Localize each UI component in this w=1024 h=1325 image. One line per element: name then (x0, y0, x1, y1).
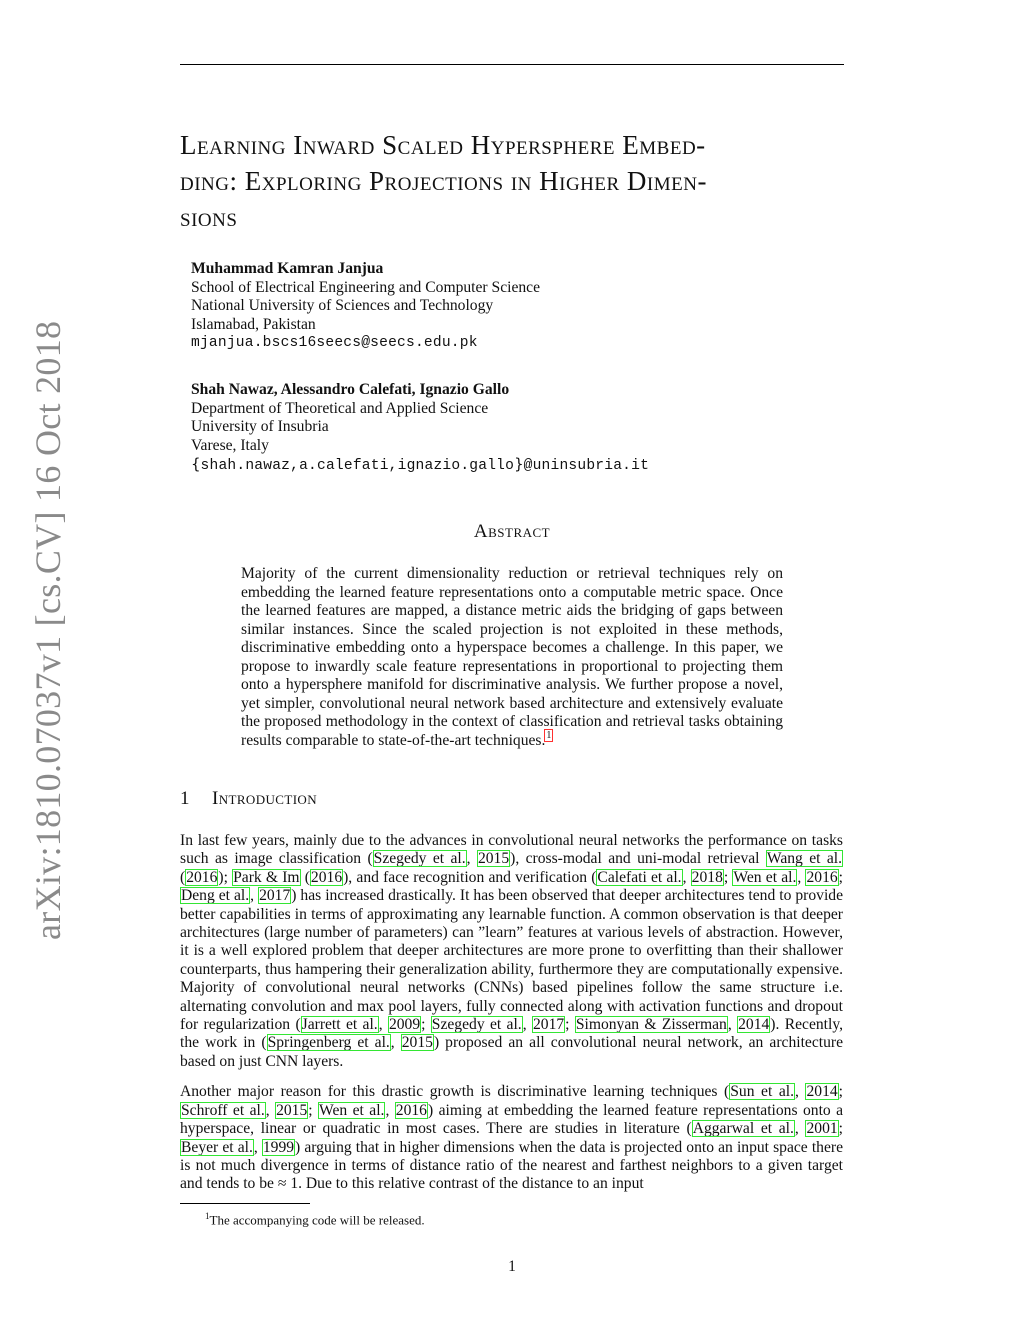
paragraph-text: In last few years, mainly due to the advances in convolutional neural networks the performance on tasks such as image classification ( (180, 832, 843, 868)
paragraph-text: ; (421, 1016, 431, 1034)
citation-link[interactable]: Beyer et al. (181, 1138, 253, 1156)
citation-link[interactable]: 2001 (806, 1120, 838, 1138)
citation-link[interactable]: 2015 (276, 1101, 308, 1119)
paragraph-text: Another major reason for this drastic growth is discriminative learning techniques ( (180, 1083, 730, 1101)
paragraph-text: ( (180, 868, 186, 886)
brace-open: { (191, 455, 201, 474)
author-name: Muhammad Kamran Janjua (191, 260, 384, 277)
paragraph-text: ; (308, 1101, 319, 1119)
paragraph-text: ; (838, 1083, 843, 1101)
citation-link[interactable]: 2018 (691, 868, 723, 886)
citation-link[interactable]: 2016 (310, 868, 343, 886)
paragraph (180, 832, 843, 1071)
citation-link[interactable]: Deng et al. (181, 887, 250, 905)
paragraph-text: ). Recently, the work in ( (180, 1016, 844, 1052)
top-rule (180, 64, 844, 65)
paragraph-text: ), cross-modal and uni-modal retrieval (510, 850, 766, 868)
section-title: Introduction (212, 788, 318, 809)
abstract-text: Majority of the current dimensionality reduction or retrieval techniques rely on embedding the learned feature representations onto a computable metric space. Once the learned features are mapped, a distance metric aids the bridging of gaps between similar instances. Since the scaled projection is not exploited in these methods, discriminative embedding onto a hyperspace becomes a challenge. In this paper, we propose to inwardly scale feature representations in proportional to projecting them onto a hypersphere manifold for discriminative analysis. We further propose a novel, yet simpler, convolutional neural network based architecture and extensively evaluate the proposed methodology in the context of classification and retrieval tasks obtaining results comparable to state-of-the-art techniques. (241, 565, 783, 749)
citation-link[interactable]: 2014 (738, 1016, 770, 1034)
citation-link[interactable]: Simonyan & Zisserman (575, 1016, 727, 1034)
paragraph-text: , (794, 1120, 806, 1138)
arxiv-stamp: arXiv:1810.07037v1 [cs.CV] 16 Oct 2018 (28, 320, 68, 940)
citation-link[interactable]: Springenberg et al. (267, 1034, 390, 1052)
paragraph-text: ); (218, 868, 233, 886)
abstract-heading: Abstract (473, 521, 551, 542)
affiliation-line: University of Insubria (191, 418, 329, 436)
footnote-ref[interactable]: 1 (546, 730, 552, 742)
title-line: Learning Inward Scaled Hypersphere Embed- (180, 130, 706, 160)
footnote-mark: 1 (205, 1211, 210, 1221)
email-names: shah.nawaz,a.calefati,ignazio.gallo (200, 458, 515, 475)
citation-link[interactable]: 2015 (401, 1034, 433, 1052)
paragraph-text: , (795, 1083, 806, 1101)
paragraph-text: ( (300, 868, 310, 886)
paragraph-text: , (682, 868, 691, 886)
paragraph-text: , (250, 887, 259, 905)
footnote-text: The accompanying code will be released. (209, 1212, 425, 1228)
citation-link[interactable]: 2014 (806, 1083, 838, 1101)
citation-link[interactable]: Wen et al. (733, 868, 797, 886)
section-heading (180, 788, 317, 810)
paragraph-text: ), and face recognition and verification ( (343, 868, 597, 886)
citation-link[interactable]: Calefati et al. (597, 868, 682, 886)
citation-link[interactable]: 2016 (186, 868, 218, 886)
affiliation-line: Varese, Italy (191, 436, 269, 454)
title-line: sions (180, 202, 238, 232)
intro-body (180, 832, 843, 1206)
citation-link[interactable]: Schroff et al. (181, 1101, 265, 1119)
citation-link[interactable]: Park & Im (233, 868, 300, 886)
paragraph-text: ; (565, 1016, 575, 1034)
author-names: Shah Nawaz, Alessandro Calefati, Ignazio Gallo (191, 381, 510, 398)
paragraph-text: ) has increased drastically. It has been observed that deeper architectures tend to provide better capabilities in terms of approximating any learnable function. A common observation is that deeper architectures (large number of parameters) can ”learn” features at various levels of abstraction. However, it is a well explored problem that deeper architectures are more prone to overfitting than their shallower counterparts, thus hampering their generalization ability, furthermore they are computationally expensive. Majority of convolutional neural networks (CNNs) based pipelines follow the same structure i.e. alternating convolution and max pool layers, fully connected along with activation functions and dropout for regularization ( (180, 887, 844, 1034)
paragraph-text: , (253, 1138, 262, 1156)
paragraph-text: ) proposed an all convolutional neural network, an architecture based on just CNN layers. (180, 1034, 843, 1070)
paragraph-text: ; (838, 868, 843, 886)
paragraph-text: , (797, 868, 806, 886)
paragraph-text: ) aiming at embedding the learned feature representations onto a hyperspace, linear or quadratic in most cases. There are studies in literature ( (180, 1101, 844, 1138)
author-block-2 (191, 381, 831, 476)
citation-link[interactable]: Wen et al. (319, 1101, 385, 1119)
footnote-rule (180, 1203, 310, 1204)
affiliation-line: Department of Theoretical and Applied Science (191, 399, 489, 417)
citation-link[interactable]: Szegedy et al. (431, 1016, 522, 1034)
citation-link[interactable]: Aggarwal et al. (692, 1120, 794, 1138)
abstract-body (241, 565, 783, 750)
citation-link[interactable]: 2017 (532, 1016, 565, 1034)
paragraph-text: ; (838, 1120, 844, 1138)
citation-link[interactable]: Jarrett et al. (301, 1016, 378, 1034)
affiliation-line: School of Electrical Engineering and Computer Science (191, 278, 541, 296)
citation-link[interactable]: 2015 (477, 850, 510, 868)
citation-link[interactable]: 1999 (262, 1138, 295, 1156)
paragraph-text: , (265, 1101, 276, 1119)
email-domain: @uninsubria.it (523, 458, 650, 475)
footnote (205, 1208, 425, 1228)
paragraph-text: , (466, 850, 477, 868)
author-block-1 (191, 260, 831, 353)
citation-link[interactable]: 2017 (259, 887, 291, 905)
section-number: 1 (180, 788, 190, 809)
author-email[interactable]: mjanjua.bscs16seecs@seecs.edu.pk (191, 335, 478, 352)
paragraph-text: , (378, 1016, 388, 1034)
citation-link[interactable]: Szegedy et al. (373, 850, 466, 868)
affiliation-line: Islamabad, Pakistan (191, 315, 316, 333)
paragraph-text: , (385, 1101, 395, 1119)
page-number: 1 (508, 1258, 516, 1275)
affiliation-line: National University of Sciences and Technology (191, 297, 494, 315)
citation-link[interactable]: 2016 (806, 868, 838, 886)
citation-link[interactable]: 2016 (395, 1101, 427, 1119)
author-emails[interactable] (191, 455, 831, 476)
paragraph-text: , (522, 1016, 532, 1034)
brace-close: } (514, 455, 524, 474)
paragraph-text: , (727, 1016, 738, 1034)
citation-link[interactable]: 2009 (388, 1016, 421, 1034)
paragraph-text: , (390, 1034, 401, 1052)
paragraph (180, 1083, 843, 1193)
paragraph-text: ) arguing that in higher dimensions when the data is projected onto an input space there is not much divergence in terms of distance ratio of the nearest and farthest neighbors to a given target and tends to be ≈ 1. Due to this relative contrast of the distance to an input (180, 1138, 843, 1193)
paper-title (180, 127, 850, 235)
paragraph-text: ; (723, 868, 733, 886)
title-line: ding: Exploring Projections in Higher Dimen- (180, 166, 707, 196)
citation-link[interactable]: Sun et al. (730, 1083, 795, 1101)
citation-link[interactable]: Wang et al. (766, 850, 843, 868)
